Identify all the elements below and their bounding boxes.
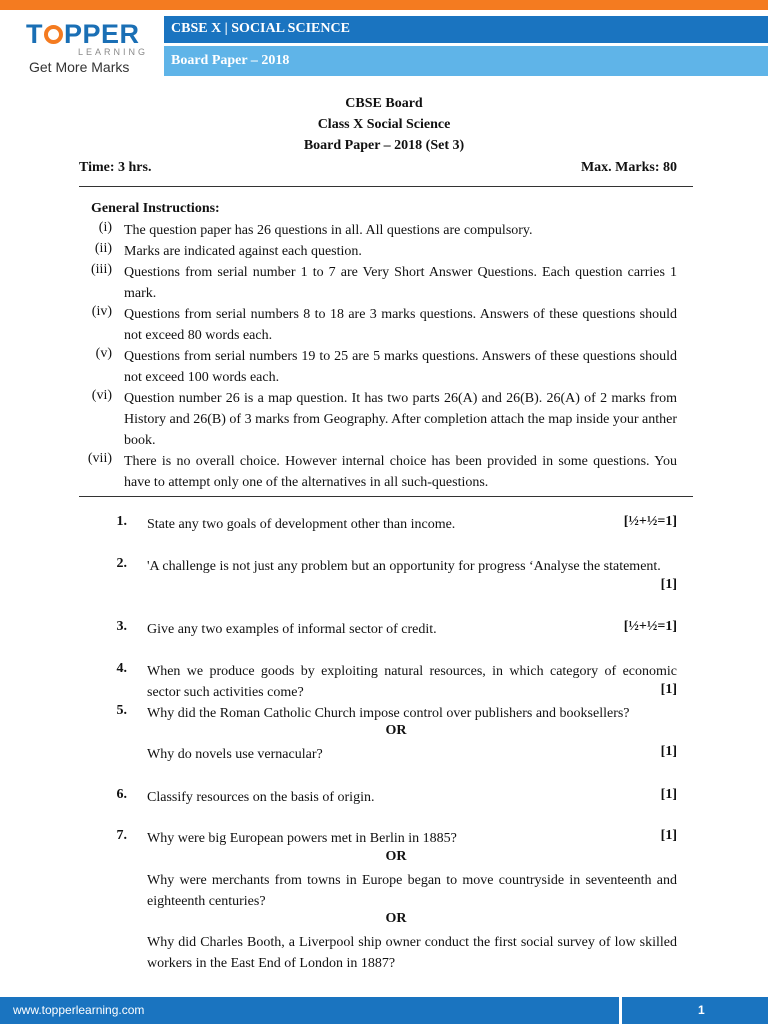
question-text: When we produce goods by exploiting natural resources, in which category of economic sector such activities come? <box>147 664 677 700</box>
footer-url-link[interactable]: www.topperlearning.com <box>13 1003 145 1017</box>
question-marks: [1] <box>660 577 677 592</box>
instruction-num: (iv) <box>91 304 112 319</box>
instruction-num: (v) <box>95 346 112 361</box>
page-number: 1 <box>698 1003 705 1017</box>
question-alt-text: Why were merchants from towns in Europe began to move countryside in seventeenth and eighteenth centuries? <box>147 873 677 909</box>
logo-ring-icon <box>44 25 63 44</box>
instruction-text: Questions from serial numbers 19 to 25 are 5 marks questions. Answers of these questions should not exceed 100 words each. <box>124 349 677 385</box>
title-class: Class X Social Science <box>317 117 451 132</box>
instruction-num: (vi) <box>91 388 112 403</box>
subject-banner <box>164 16 768 43</box>
question-text: 'A challenge is not just any problem but an opportunity for progress ‘Analyse the statement. <box>147 559 661 574</box>
question-marks: [½+½=1] <box>623 619 677 634</box>
question-number: 7. <box>116 828 127 843</box>
max-marks-label: Max. Marks: 80 <box>580 160 677 175</box>
logo-wordmark: T PPER <box>26 19 140 49</box>
paper-label: Board Paper – 2018 <box>171 53 290 68</box>
top-accent-stripe <box>0 0 768 10</box>
question-marks: [½+½=1] <box>623 514 677 529</box>
question-text: State any two goals of development other than income. <box>147 517 456 532</box>
footer-bar <box>0 997 768 1024</box>
time-label: Time: 3 hrs. <box>79 160 152 175</box>
question-alt-text: Why did Charles Booth, a Liverpool ship owner conduct the first social survey of low skilled workers in the East End of London in 1887? <box>147 935 677 971</box>
instruction-text: Questions from serial numbers 8 to 18 are 3 marks questions. Answers of these questions should not exceed 80 words each. <box>124 307 677 343</box>
question-text: Give any two examples of informal sector of credit. <box>147 622 437 637</box>
instruction-text: Question number 26 is a map question. It has two parts 26(A) and 26(B). 26(A) of 2 marks from History and 26(B) of 3 marks from Geography. After completion attach the map inside your anther book. <box>124 391 677 448</box>
logo-sub: LEARNING <box>78 47 149 57</box>
instruction-num: (iii) <box>91 262 112 277</box>
question-number: 5. <box>116 703 127 718</box>
question-text: Why were big European powers met in Berlin in 1885? <box>147 831 457 846</box>
divider-top <box>79 186 693 187</box>
instruction-text: Questions from serial number 1 to 7 are Very Short Answer Questions. Each question carries 1 mark. <box>124 265 677 301</box>
question-number: 2. <box>116 556 127 571</box>
question-alt-text: Why do novels use vernacular? <box>147 747 323 762</box>
instruction-text: Marks are indicated against each question. <box>124 244 362 259</box>
question-number: 1. <box>116 514 127 529</box>
question-marks: [1] <box>660 744 677 759</box>
title-paper: Board Paper – 2018 (Set 3) <box>303 138 465 153</box>
instruction-num: (i) <box>98 220 112 235</box>
instruction-num: (ii) <box>94 241 112 256</box>
paper-banner <box>164 46 768 76</box>
instruction-text: There is no overall choice. However internal choice has been provided in some questions. You have to attempt only one of the alternatives in all such-questions. <box>124 454 677 490</box>
question-text: Classify resources on the basis of origin. <box>147 790 375 805</box>
question-number: 3. <box>116 619 127 634</box>
question-text: Why did the Roman Catholic Church impose control over publishers and booksellers? <box>147 706 630 721</box>
or-separator: OR <box>385 849 407 864</box>
footer-divider <box>619 997 622 1024</box>
question-marks: [1] <box>660 828 677 843</box>
title-board: CBSE Board <box>345 96 423 111</box>
or-separator: OR <box>385 911 407 926</box>
divider-bottom <box>79 496 693 497</box>
or-separator: OR <box>385 723 407 738</box>
question-marks: [1] <box>660 787 677 802</box>
instructions-heading: General Instructions: <box>91 201 220 216</box>
subject-label: CBSE X | SOCIAL SCIENCE <box>171 21 350 36</box>
question-marks: [1] <box>660 682 677 697</box>
topper-logo <box>26 19 149 76</box>
instruction-text: The question paper has 26 questions in all. All questions are compulsory. <box>124 223 533 238</box>
question-number: 6. <box>116 787 127 802</box>
instruction-num: (vii) <box>87 451 112 466</box>
question-number: 4. <box>116 661 127 676</box>
logo-tagline: Get More Marks <box>29 59 130 75</box>
